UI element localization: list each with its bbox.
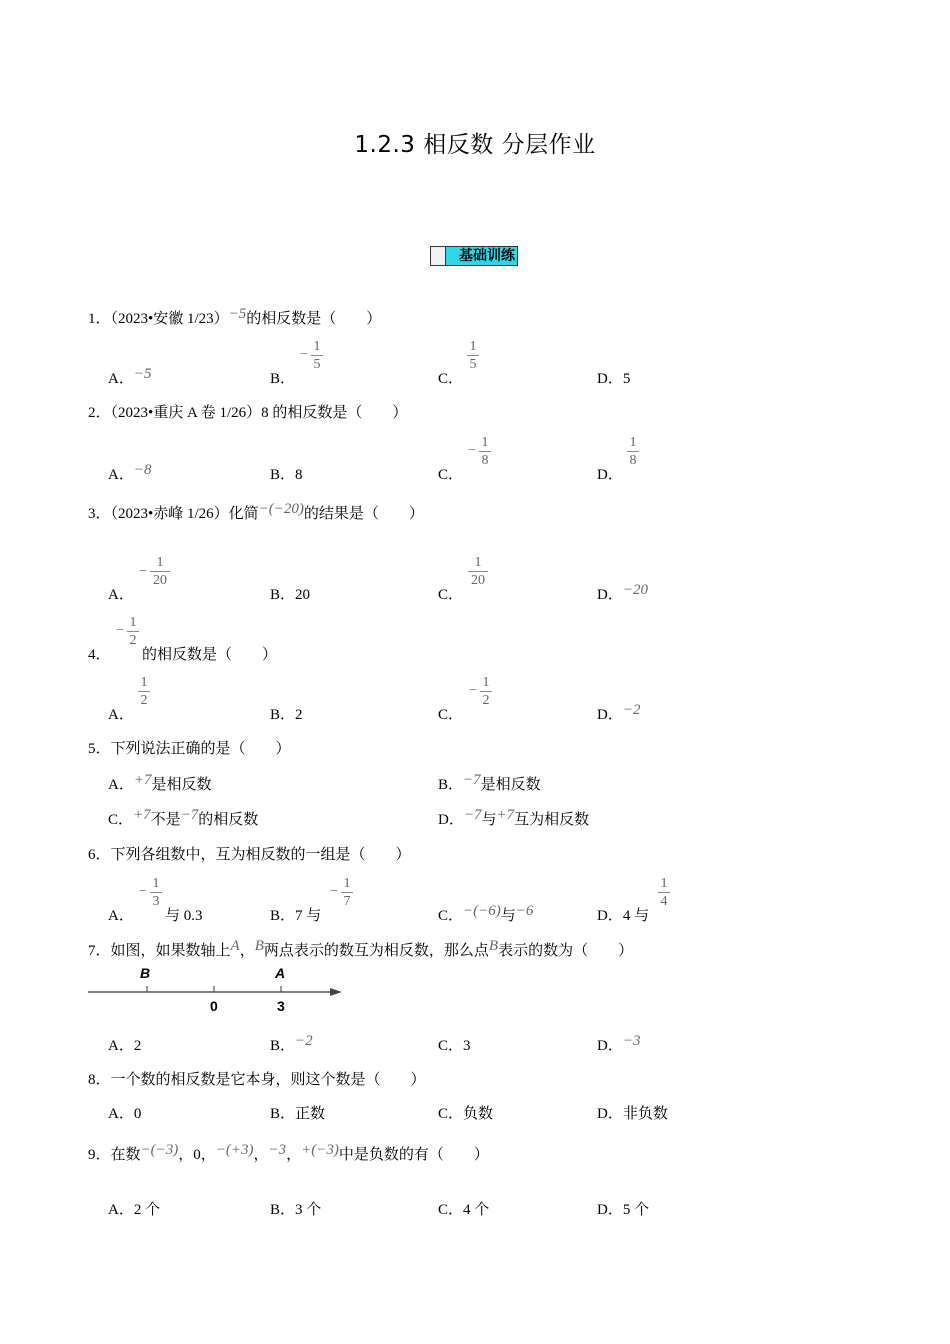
section-label: 基础训练	[459, 249, 515, 264]
q4-option-a[interactable]: A．	[108, 707, 134, 723]
q1-c-fraction: 1 5	[467, 339, 479, 372]
q1-prefix: 1．（2023•安徽 1/23）	[88, 311, 229, 327]
q2-option-b[interactable]: B．8	[270, 467, 303, 483]
q6-option-b[interactable]: B．7 与	[270, 908, 322, 924]
q1-option-d[interactable]: D．5	[597, 371, 631, 387]
question-6-stem: 6．下列各组数中，互为相反数的一组是（ ）	[88, 847, 411, 863]
q1-b-minus: −	[300, 347, 308, 362]
q1-expr: −5	[228, 306, 247, 322]
q8-option-b[interactable]: B．正数	[270, 1106, 326, 1122]
q4-option-d[interactable]: D．−2	[597, 702, 641, 723]
q1-option-a[interactable]: A．−5	[108, 366, 152, 387]
q6-b-minus: −	[330, 884, 338, 899]
question-4-stem: 的相反数是（ ）	[142, 647, 278, 663]
q4-fraction: 1 2	[127, 615, 139, 648]
badge-marker	[431, 247, 446, 265]
section-badge	[430, 246, 518, 266]
q6-b-fraction: 1 7	[341, 876, 353, 909]
q6-a-text: 与 0.3	[165, 908, 203, 924]
q9-option-d[interactable]: D．5 个	[597, 1202, 650, 1218]
q2-d-fraction: 1 8	[627, 435, 639, 468]
q6-option-d[interactable]: D．4 与	[597, 908, 650, 924]
q3-option-b[interactable]: B．20	[270, 587, 311, 603]
q5-option-c[interactable]: C．+7不是−7的相反数	[108, 807, 259, 828]
q7-option-d[interactable]: D．−3	[597, 1033, 641, 1054]
q6-option-c[interactable]: C．−(−6)与−6	[438, 903, 534, 924]
question-9-stem: 9．在数−(−3)，0，−(+3)，−3，+(−3)中是负数的有（ ）	[88, 1142, 489, 1163]
q9-option-b[interactable]: B．3 个	[270, 1202, 322, 1218]
q1-b-fraction: 1 5	[311, 339, 323, 372]
q3-d-value: −20	[622, 582, 648, 598]
q1-option-b[interactable]: B．	[270, 371, 296, 387]
q6-d-fraction: 1 4	[658, 876, 670, 909]
q5-option-d[interactable]: D．−7与+7互为相反数	[438, 807, 590, 828]
q4-a-fraction: 1 2	[138, 675, 150, 708]
question-3-stem: 3．（2023•赤峰 1/26）化简−(−20)的结果是（ ）	[88, 501, 424, 522]
axis-tick-0-label: 0	[210, 998, 218, 1014]
page-title: 1.2.3 相反数 分层作业	[354, 132, 596, 158]
axis-point-A-label: A	[275, 965, 286, 981]
q8-option-c[interactable]: C．负数	[438, 1106, 494, 1122]
q5-option-b[interactable]: B．−7是相反数	[438, 772, 541, 793]
question-8-stem: 8．一个数的相反数是它本身，则这个数是（ ）	[88, 1072, 426, 1088]
q6-a-minus: −	[139, 884, 147, 899]
q2-option-c[interactable]: C．	[438, 467, 464, 483]
q4-option-c[interactable]: C．	[438, 707, 464, 723]
question-2-stem: 2．（2023•重庆 A 卷 1/26）8 的相反数是（ ）	[88, 405, 408, 421]
q3-a-fraction: 1 20	[150, 555, 170, 588]
q3-option-d[interactable]: D．−20	[597, 582, 648, 603]
q3-option-a[interactable]: A．	[108, 587, 134, 603]
q7-option-c[interactable]: C．3	[438, 1038, 471, 1054]
q2-c-fraction: 1 8	[479, 435, 491, 468]
q8-option-d[interactable]: D．非负数	[597, 1106, 668, 1122]
q4-c-minus: −	[469, 683, 477, 698]
q4-d-value: −2	[622, 702, 641, 718]
axis-point-B-label: B	[140, 965, 151, 981]
q4-c-fraction: 1 2	[480, 675, 492, 708]
q3-expr: −(−20)	[258, 501, 304, 517]
question-5-stem: 5．下列说法正确的是（ ）	[88, 741, 291, 757]
q7-option-a[interactable]: A．2	[108, 1038, 142, 1054]
question-1-stem	[88, 307, 381, 328]
question-7-stem: 7．如图，如果数轴上A，B两点表示的数互为相反数，那么点B表示的数为（ ）	[88, 938, 634, 959]
q3-option-c[interactable]: C．	[438, 587, 464, 603]
q8-option-a[interactable]: A．0	[108, 1106, 142, 1122]
q6-a-fraction: 1 3	[150, 876, 162, 909]
number-line-arrow	[330, 988, 342, 996]
q6-option-a[interactable]: A．	[108, 908, 134, 924]
q4-minus: −	[116, 623, 124, 638]
q4-option-b[interactable]: B．2	[270, 707, 303, 723]
q7-option-b[interactable]: B．−2	[270, 1033, 313, 1054]
q2-a-value: −8	[133, 462, 152, 478]
q9-option-a[interactable]: A．2 个	[108, 1202, 161, 1218]
q3-c-fraction: 1 20	[468, 555, 488, 588]
q9-option-c[interactable]: C．4 个	[438, 1202, 490, 1218]
q2-option-d[interactable]: D．	[597, 467, 623, 483]
q1-option-c[interactable]: C．	[438, 371, 464, 387]
q2-option-a[interactable]: A．−8	[108, 462, 152, 483]
q5-option-a[interactable]: A．+7是相反数	[108, 772, 212, 793]
q3-a-minus: −	[139, 564, 147, 579]
question-4-label: 4．	[88, 647, 111, 663]
q1-suffix: 的相反数是（ ）	[246, 311, 382, 327]
axis-tick-3-label: 3	[277, 998, 285, 1014]
q2-c-minus: −	[468, 443, 476, 458]
q1-a-value: −5	[133, 366, 152, 382]
